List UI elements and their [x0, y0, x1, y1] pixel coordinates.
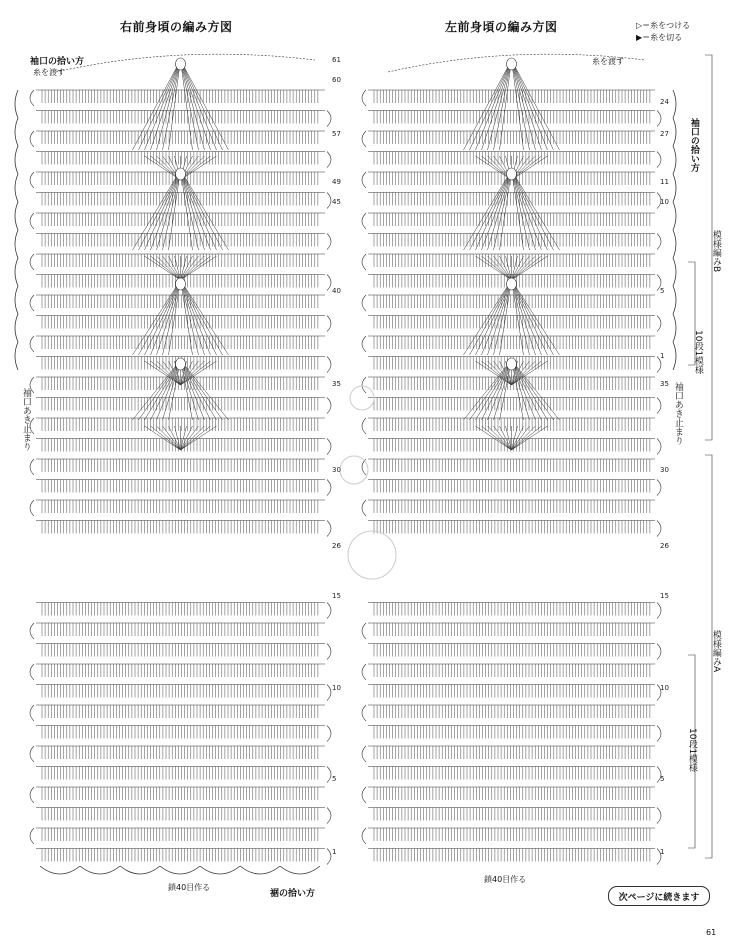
stitch-ticks [42, 131, 318, 144]
turning-chain [362, 377, 366, 393]
fan-stitch-lines [476, 426, 548, 450]
turning-chain [327, 111, 331, 127]
right-row-30: 30 [332, 466, 341, 474]
left-row-1b: 1 [660, 352, 665, 360]
turning-chain [362, 213, 366, 229]
stitch-ticks [42, 521, 318, 534]
legend-cut: ▶＝糸を切る [636, 33, 683, 42]
continue-next-page-box: 次ページに続きます [608, 886, 710, 906]
stitch-ticks [374, 336, 650, 349]
stitch-ticks [42, 480, 318, 493]
hem-scallop [200, 866, 240, 874]
hem-scallop [280, 866, 320, 874]
turning-chain [327, 767, 331, 783]
turning-chain [657, 726, 661, 742]
right-row-15: 15 [332, 592, 341, 600]
turning-chain [30, 705, 34, 721]
stitch-ticks [42, 787, 318, 800]
armhole-scallop [15, 342, 18, 370]
stitch-ticks [374, 316, 650, 329]
turning-chain [30, 254, 34, 270]
turning-chain [657, 439, 661, 455]
pineapple-top-loop [507, 58, 517, 70]
stitch-ticks [42, 90, 318, 103]
stitch-ticks [374, 193, 650, 206]
right-armhole-stop-label: 袖口あき止まり [20, 388, 31, 451]
right-row-49: 49 [332, 178, 341, 186]
fan-stitch-lines [145, 256, 217, 280]
turning-chain [30, 131, 34, 147]
stitch-ticks [42, 193, 318, 206]
stitch-ticks [42, 726, 318, 739]
pineapple-top-loop [507, 358, 517, 370]
stitch-ticks [42, 213, 318, 226]
turning-chain [362, 664, 366, 680]
stitch-ticks [42, 685, 318, 698]
turning-chain [30, 828, 34, 844]
left-row-30: 30 [660, 466, 669, 474]
right-row-57: 57 [332, 130, 341, 138]
turning-chain [657, 111, 661, 127]
right-row-45: 45 [332, 198, 341, 206]
turning-chain [657, 808, 661, 824]
right-row-1: 1 [332, 848, 337, 856]
right-row-35: 35 [332, 380, 341, 388]
turning-chain [362, 500, 366, 516]
stitch-ticks [42, 295, 318, 308]
hem-scallop [160, 866, 200, 874]
turning-chain [327, 316, 331, 332]
stitch-ticks [374, 808, 650, 821]
pineapple-motif-lines [464, 60, 560, 150]
left-row-5: 5 [660, 287, 665, 295]
stitch-ticks [374, 664, 650, 677]
pineapple-top-loop [176, 58, 186, 70]
turning-chain [657, 521, 661, 537]
stitch-ticks [374, 234, 650, 247]
turning-chain [362, 90, 366, 106]
left-row-5a: 5 [660, 775, 665, 783]
turning-chain [30, 746, 34, 762]
left-row-27: 27 [660, 130, 669, 138]
stitch-ticks [374, 295, 650, 308]
stitch-ticks [42, 664, 318, 677]
pineapple-top-loop [176, 358, 186, 370]
right-row-5: 5 [332, 775, 337, 783]
hem-scallop [120, 866, 160, 874]
stitch-ticks [42, 828, 318, 841]
turning-chain [362, 336, 366, 352]
stitch-ticks [42, 644, 318, 657]
stitch-ticks [42, 254, 318, 267]
attach-yarn-icon: ▷ [636, 21, 643, 30]
armhole-scallop [673, 342, 676, 370]
turning-chain [657, 152, 661, 168]
stitch-ticks [42, 746, 318, 759]
yarn-ball-watermark [348, 531, 396, 579]
legend-attach: ▷＝糸をつける [636, 21, 691, 30]
right-armhole-pickup-label: 袖口の拾い方 [30, 57, 85, 67]
pineapple-top-loop [176, 168, 186, 180]
stitch-ticks [42, 459, 318, 472]
turning-chain [30, 172, 34, 188]
turning-chain [327, 685, 331, 701]
repeat-label-lower: 10段1模様 [686, 728, 697, 773]
hem-scallop [40, 866, 80, 874]
right-row-10: 10 [332, 684, 341, 692]
turning-chain [30, 459, 34, 475]
turning-chain [362, 705, 366, 721]
armhole-scallop [15, 174, 18, 202]
turning-chain [30, 500, 34, 516]
stitch-ticks [374, 767, 650, 780]
page-number: 61 [706, 928, 717, 937]
fan-stitch-lines [476, 256, 548, 280]
stitch-ticks [374, 152, 650, 165]
left-row-26: 26 [660, 542, 669, 550]
armhole-scallop [15, 202, 18, 230]
turning-chain [362, 254, 366, 270]
turning-chain [657, 398, 661, 414]
left-row-15: 15 [660, 592, 669, 600]
turning-chain [327, 152, 331, 168]
armhole-scallop [673, 146, 676, 174]
stitch-ticks [374, 603, 650, 616]
armhole-scallop [15, 230, 18, 258]
flower-watermark [340, 456, 368, 484]
stitch-ticks [42, 418, 318, 431]
stitch-ticks [42, 398, 318, 411]
turning-chain [327, 439, 331, 455]
turning-chain [327, 480, 331, 496]
right-hem-pickup-label: 裾の拾い方 [270, 889, 316, 899]
left-row-11: 11 [660, 178, 669, 186]
pineapple-top-loop [176, 278, 186, 290]
stitch-ticks [374, 500, 650, 513]
stitch-ticks [42, 849, 318, 862]
right-row-61: 61 [332, 56, 341, 64]
pattern-b-label: 模様編みB [710, 230, 721, 273]
stitch-ticks [374, 90, 650, 103]
stitch-ticks [374, 254, 650, 267]
right-cast-on-label: 鎖40目作る [168, 883, 211, 892]
turning-chain [327, 849, 331, 865]
stitch-ticks [374, 480, 650, 493]
stitch-ticks [42, 500, 318, 513]
stitch-ticks [42, 767, 318, 780]
hem-scallop [80, 866, 120, 874]
armhole-scallop [15, 286, 18, 314]
pineapple-motif-lines [133, 170, 229, 250]
left-row-24: 24 [660, 98, 669, 106]
turning-chain [362, 623, 366, 639]
turning-chain [362, 787, 366, 803]
armhole-scallop [15, 90, 18, 118]
turning-chain [327, 193, 331, 209]
turning-chain [30, 664, 34, 680]
turning-chain [30, 336, 34, 352]
armhole-scallop [673, 230, 676, 258]
stitch-ticks [42, 603, 318, 616]
left-armhole-stop-label: 袖口あき止まり [672, 382, 683, 445]
stitch-ticks [42, 234, 318, 247]
turning-chain [30, 90, 34, 106]
pineapple-top-loop [507, 168, 517, 180]
left-row-1a: 1 [660, 848, 665, 856]
turning-chain [362, 295, 366, 311]
left-row-10a: 10 [660, 684, 669, 692]
armhole-scallop [673, 286, 676, 314]
stitch-ticks [374, 623, 650, 636]
stitch-ticks [374, 828, 650, 841]
turning-chain [327, 234, 331, 250]
right-attach-yarn-label: 糸を渡す [33, 68, 65, 77]
pineapple-motif-lines [133, 60, 229, 150]
turning-chain [30, 295, 34, 311]
stitch-ticks [42, 316, 318, 329]
turning-chain [657, 480, 661, 496]
turning-chain [327, 726, 331, 742]
armhole-scallop [15, 258, 18, 286]
hem-scallop [240, 866, 280, 874]
stitch-ticks [374, 726, 650, 739]
turning-chain [657, 644, 661, 660]
left-attach-yarn-label: 糸を渡す [592, 57, 624, 66]
stitch-ticks [374, 418, 650, 431]
stitch-ticks [374, 849, 650, 862]
armhole-scallop [15, 118, 18, 146]
stitch-ticks [374, 685, 650, 698]
fan-stitch-lines [145, 426, 217, 450]
stitch-ticks [374, 213, 650, 226]
pineapple-motif-lines [464, 170, 560, 250]
stitch-ticks [42, 808, 318, 821]
pineapple-motif-lines [133, 280, 229, 355]
repeat-label-upper: 10段1模様 [692, 330, 703, 375]
pattern-a-label: 模様編みA [710, 630, 721, 673]
turning-chain [657, 234, 661, 250]
right-row-40: 40 [332, 287, 341, 295]
turning-chain [327, 275, 331, 291]
stitch-ticks [374, 705, 650, 718]
stitch-ticks [374, 131, 650, 144]
turning-chain [657, 316, 661, 332]
stitch-ticks [42, 111, 318, 124]
stitch-ticks [374, 746, 650, 759]
turning-chain [362, 828, 366, 844]
flower-watermark [350, 386, 374, 410]
turning-chain [30, 623, 34, 639]
pineapple-motif-lines [464, 280, 560, 355]
turning-chain [327, 603, 331, 619]
left-row-35: 35 [660, 380, 669, 388]
turning-chain [30, 787, 34, 803]
right-row-60: 60 [332, 76, 341, 84]
turning-chain [362, 746, 366, 762]
armhole-scallop [673, 90, 676, 118]
armhole-scallop [673, 174, 676, 202]
turning-chain [327, 357, 331, 373]
turning-chain [327, 521, 331, 537]
stitch-ticks [42, 152, 318, 165]
stitch-ticks [42, 705, 318, 718]
stitch-ticks [374, 644, 650, 657]
armhole-scallop [673, 118, 676, 146]
turning-chain [327, 644, 331, 660]
right-row-26: 26 [332, 542, 341, 550]
turning-chain [30, 213, 34, 229]
right-front-title: 右前身頃の編み方図 [120, 20, 233, 34]
armhole-scallop [15, 146, 18, 174]
turning-chain [362, 418, 366, 434]
turning-chain [327, 808, 331, 824]
armhole-scallop [673, 258, 676, 286]
cut-yarn-icon: ▶ [636, 33, 643, 42]
stitch-ticks [374, 398, 650, 411]
turning-chain [657, 603, 661, 619]
left-armhole-pickup-label: 袖口の拾い方 [688, 118, 699, 172]
stitch-ticks [374, 459, 650, 472]
armhole-scallop [673, 202, 676, 230]
turning-chain [362, 131, 366, 147]
stitch-ticks [374, 111, 650, 124]
armhole-scallop [15, 314, 18, 342]
turning-chain [362, 172, 366, 188]
stitch-ticks [42, 623, 318, 636]
armhole-scallop [673, 314, 676, 342]
left-front-title: 左前身頃の編み方図 [445, 20, 558, 34]
stitch-ticks [374, 521, 650, 534]
left-cast-on-label: 鎖40目作る [484, 875, 527, 884]
turning-chain [327, 398, 331, 414]
stitch-ticks [42, 336, 318, 349]
pineapple-top-loop [507, 278, 517, 290]
stitch-ticks [374, 787, 650, 800]
left-row-10: 10 [660, 198, 669, 206]
